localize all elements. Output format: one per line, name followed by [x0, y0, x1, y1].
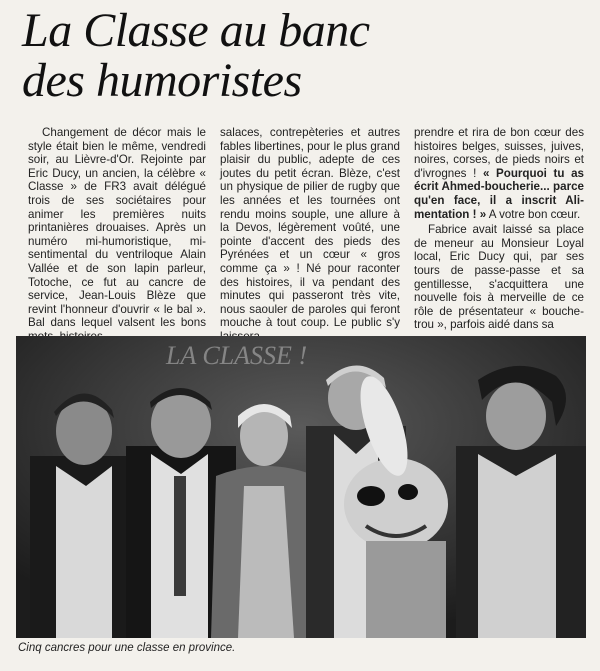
headline-line-2: des humoristes — [22, 54, 302, 107]
column-2-text: salaces, contrepèteries et autres fables libertines, pour le plus grand plaisir du public, adepte de ces joutes du petit écran. Blèze, c'est un physique de pilier de rugby que les années et les tournées ont rendu moins souple, une allure à la Devos, légèrement voûté, une pointe d'accent des pieds des Pyrénées et un cœur « gros comme ça » ! Né pour raconter des histoires, il va pendant des minutes qui passeront très vite, nous saouler de paroles qui feront mouche à tout coup. Le public s'y — [220, 126, 400, 330]
article-column-1 — [28, 126, 206, 334]
column-1-text: Changement de décor mais le style était bien le même, vendredi soir, au Lièvre-d'Or. Rejointe par Eric Ducy, un ancien, la célèbre « Classe » de FR3 avait délégué trois de ses sociétaires pour animer les premières nuits printanières drouaises. Après un numéro mi-humoristique, mi-sentimental du ventriloque Alain Vallée et de son lapin parleur, Totoche, ce fut au cancre de service, Jean-Louis Blèze que revint l'honneur d'ouvrir « le bal ». Bal dans lequel valsent les bons — [28, 126, 206, 330]
column-3-text-end: A votre bon cœur. — [488, 207, 581, 221]
photo-illustration — [16, 336, 586, 638]
article-column-3 — [414, 126, 584, 334]
column-3-text-start: prendre et rira de bon cœur des histoires belges, suisses, juives, noires, corses, de pieds noirs et d'ivrognes ! — [414, 126, 584, 180]
chalkboard-text: LA CLASSE ! — [166, 341, 308, 370]
column-3-paragraph-2: Fabrice avait laissé sa place de meneur au Monsieur Loyal local, Eric Ducy qui, par ses tours de passe-passe et sa gentillesse, s'acquittera une nouvelle fois à merveille de ce rôle de présentateur « bouche-trou », parfois aidé dans sa — [414, 223, 584, 332]
photo-caption: Cinq cancres pour une classe en province. — [18, 642, 236, 654]
article-column-2 — [220, 126, 400, 334]
group-photo — [16, 336, 586, 638]
column-3-paragraph-1 — [414, 126, 584, 221]
headline — [22, 6, 582, 106]
headline-line-1: La Classe au banc — [22, 4, 370, 57]
column-3-quote: « Pourquoi tu as écrit Ahmed-boucherie... parce qu'en face, il a inscrit Ali-mentation ! » — [414, 166, 584, 221]
